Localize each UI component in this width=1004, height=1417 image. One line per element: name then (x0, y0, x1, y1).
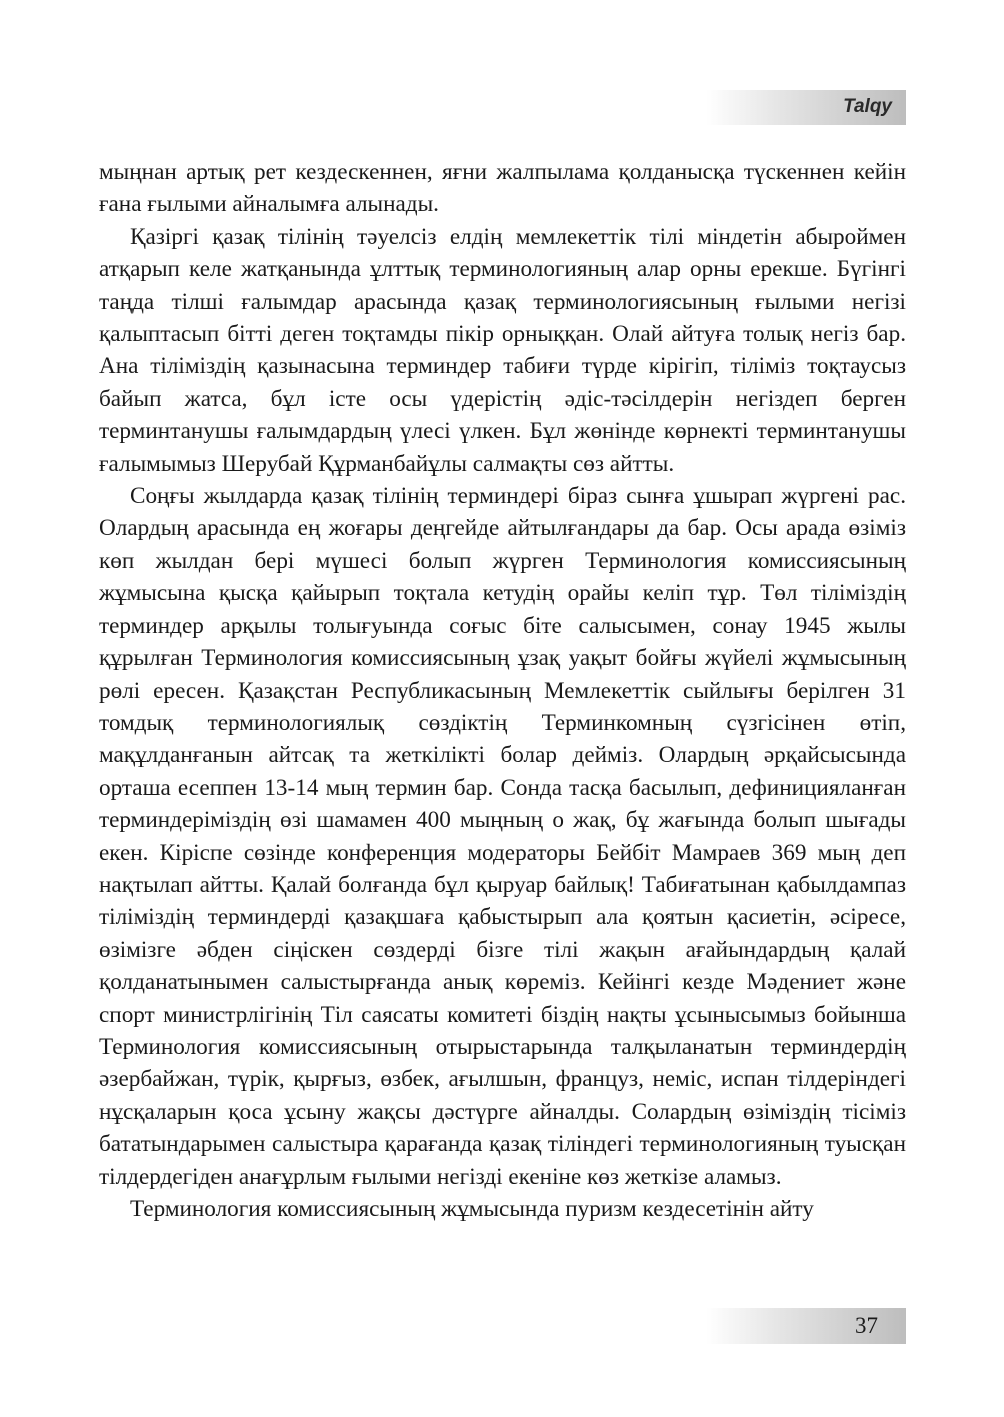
paragraph: Соңғы жылдарда қазақ тілінің терминдері біраз сынға ұшырап жүргені рас. Олардың арасында ең жоғары деңгейде айтылғандары да бар. Осы арада өзіміз көп жылдан бері мүшесі болып жүрген Терминология комиссиясының жұмысына қысқа қайырып тоқтала кетудің орайы келіп тұр. Төл тіліміздің терминдер арқылы толығуында соғыс біте салысымен, сонау 1945 жылы құрылған Терминология комиссиясының ұзақ уақыт бойғы жүйелі жұмысының рөлі ересен. Қазақстан Республикасының Мемлекеттік сыйлығы берілген 31 томдық терминологиялық сөздіктің Терминкомның сүзгісінен өтіп, мақұлданғанын айтсақ та жеткілікті болар дейміз. Олардың әрқайсысында орташа есеппен 13-14 мың термин бар. Сонда тасқа басылып, дефиницияланған терминдеріміздің өзі шамамен 400 мыңның о жақ, бұ жағында болып шығады екен. Кіріспе сөзінде конференция модераторы Бейбіт Мамраев 369 мың деп нақтылап айтты. Қалай болғанда бұл қыруар байлық! Табиғатынан қабылдампаз тіліміздің терминдерді қазақшаға қабыстырып ала қоятын қасиетін, әсіресе, өзімізге әбден сіңіскен сөздерді бізге тілі жақын ағайындардың қалай қолданатынымен салыстырғанда анық көреміз. Кейінгі кезде Мәдениет және спорт министрлігінің Тіл саясаты комитеті біздің нақты ұсынысымыз бойынша Терминология комиссиясының отырыстарында талқыланатын терминдердің әзербайжан, түрік, қырғыз, өзбек, ағылшын, француз, неміс, испан тілдеріндегі нұсқаларын қоса ұсыну жақсы дәстүрге айналды. Солардың өзіміздің тісіміз бататындарымен салыстыра қарағанда қазақ тіліндегі терминологияның туысқан тілдердегіден анағұрлым ғылыми негізді екеніне көз жеткізе аламыз. (99, 483, 906, 1190)
paragraph: Терминология комиссиясының жұмысында пуризм кездесетінін айту (130, 1196, 814, 1222)
paragraph-continued: мыңнан артық рет кездескеннен, яғни жалпылама қолданысқа түскеннен кейін ғана ғылыми айналымға алынады. (99, 159, 906, 218)
page-number: 37 (855, 1313, 878, 1338)
journal-title: Talqy (843, 96, 892, 117)
running-header (706, 90, 906, 125)
article-body (99, 156, 906, 1225)
page-footer (706, 1308, 906, 1344)
paragraph: Қазіргі қазақ тілінің тәуелсіз елдің мемлекеттік тілі міндетін абыроймен атқарып келе жатқанында ұлттық терминологияның алар орны ерекше. Бүгінгі таңда тілші ғалымдар арасында қазақ терминологиясының ғылыми негізі қалыптасып бітті деген тоқтамды пікір орныққан. Олай айтуға толық негіз бар. Ана тіліміздің қазынасына терминдер табиғи түрде кірігіп, тіліміз тоқтаусыз байып жатса, бұл істе осы үдерістің әдіс-тәсілдерін негіздеп берген терминтанушы ғалымдардың үлесі үлкен. Бұл жөнінде көрнекті терминтанушы ғалымымыз Шерубай Құрманбайұлы салмақты сөз айтты. (99, 223, 906, 477)
